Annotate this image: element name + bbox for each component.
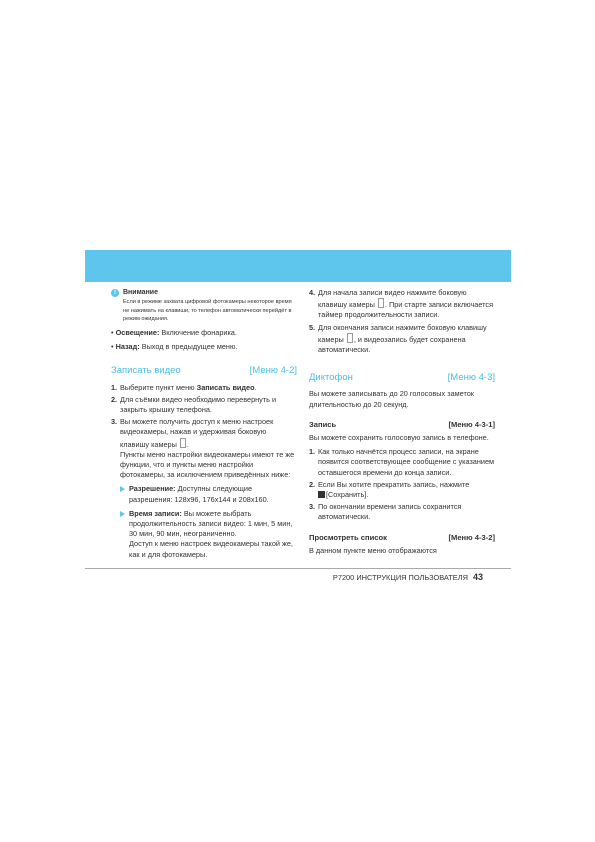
caution-note	[111, 288, 297, 324]
section-title-text: Записать видео	[111, 365, 181, 377]
bullet-text: Включение фонарика.	[159, 327, 237, 337]
footer-text: P7200 ИНСТРУКЦИЯ ПОЛЬЗОВАТЕЛЯ	[332, 573, 468, 582]
step-number: 1.	[309, 447, 316, 457]
record-intro: Вы можете сохранить голосовую запись в телефоне.	[309, 433, 489, 443]
subsection-title-record	[309, 420, 495, 430]
step-text: Для съёмки видео необходимо перевернуть и закрыть крышку телефона.	[120, 394, 277, 414]
option-label: Время записи:	[129, 508, 182, 518]
step-text: Для начала записи видео нажмите боковую клавишу камеры	[318, 288, 467, 310]
step-number: 4.	[309, 288, 316, 297]
arrow-right-icon	[120, 486, 125, 492]
arrow-right-icon	[120, 511, 125, 517]
step-text: , и видеозапись будет сохранена автоматически.	[318, 334, 466, 355]
subsection-title-view-list	[309, 533, 495, 543]
step-number: 3.	[309, 502, 316, 512]
step-item	[309, 447, 495, 478]
step-text: Если Вы хотите прекратить запись, нажмите	[318, 479, 470, 489]
step-text: Выберите пункт меню	[120, 382, 197, 392]
left-softkey-icon	[318, 491, 325, 498]
step-number: 2.	[309, 479, 316, 489]
step-text: Как только начнётся процесс записи, на экране появится соответствующее сообщение с указанием оставшегося времени до конца записи.	[318, 447, 495, 477]
step-text: Вы можете получить доступ к меню настроек видеокамеры, нажав и удерживая боковую клавишу камеры	[120, 417, 274, 449]
bullet-back: • Назад: Выход в предыдущее меню.	[111, 342, 238, 352]
step-item	[111, 395, 297, 415]
step-text: . При старте записи включается таймер продолжительности записи.	[318, 300, 494, 320]
step-bold-text: Записать видео	[196, 382, 255, 392]
subsection-title-text: Запись	[309, 419, 337, 429]
option-record-time	[120, 509, 297, 560]
section-menu-ref: [Меню 4-2]	[249, 365, 297, 377]
step-text: Для окончания записи нажмите боковую клавишу камеры	[318, 322, 487, 344]
option-label: Разрешение:	[129, 484, 176, 494]
option-text: Доступны следующие разрешения: 128x96, 176x144 и 208x160.	[129, 484, 269, 504]
step-number: 3.	[111, 417, 118, 427]
step-paragraph: Пункты меню настройки видеокамеры имеют те же функции, что и пункты меню настройки фотокамеры, за исключением приведённых ниже:	[120, 449, 295, 480]
dictaphone-intro: Вы можете записывать до 20 голосовых заметок длительностью до 20 секунд.	[309, 389, 474, 409]
section-menu-ref: [Меню 4-3]	[447, 372, 495, 384]
info-icon: !	[111, 289, 119, 297]
step-number: 5.	[309, 322, 316, 332]
right-column	[309, 288, 495, 560]
footer-divider	[85, 568, 511, 569]
step-item	[309, 323, 495, 356]
side-camera-key-icon	[378, 298, 384, 308]
step-item	[309, 480, 495, 500]
step-item: 3. Вы можете получить доступ к меню настроек видеокамеры, нажав и удерживая боковую клавишу камеры . Пункты меню настройки видеокамеры имеют те же функции, что и пункты меню настройки фотокамеры, за исключением приведённых ниже: Разрешение: Доступны следующие разрешения: 128x96, 176x144 и 208x160. Время записи: Вы можете выбрать продолжительность записи видео: 1 мин, 5 мин, 30 мин, 90 мин, неограниченно. Доступ к меню настроек видеокамеры такой же, как и для фотокамеры.	[111, 417, 297, 560]
section-title-dictaphone	[309, 373, 495, 383]
page-footer	[333, 572, 483, 582]
left-column	[111, 288, 297, 562]
subsection-menu-ref: [Меню 4-3-2]	[448, 532, 495, 542]
view-list-intro: В данном пункте меню отображаются	[309, 545, 437, 555]
step-text: [Сохранить].	[326, 490, 369, 500]
side-camera-key-icon	[347, 333, 353, 343]
subsection-title-text: Просмотреть список	[309, 532, 387, 542]
record-video-steps-cont	[309, 288, 495, 355]
record-video-steps	[111, 383, 297, 560]
bullet-label: Освещение:	[115, 327, 160, 337]
subsection-menu-ref: [Меню 4-3-1]	[448, 419, 495, 429]
option-extra-text: Доступ к меню настроек видеокамеры такой же, как и для фотокамеры.	[129, 539, 293, 559]
step-item	[309, 288, 495, 321]
option-text: Вы можете выбрать продолжительность записи видео: 1 мин, 5 мин, 30 мин, 90 мин, неограниченно.	[129, 508, 293, 539]
bullet-label: Назад:	[115, 342, 140, 352]
page-number: 43	[472, 572, 483, 582]
bullet-text: Выход в предыдущее меню.	[139, 342, 238, 352]
option-resolution	[120, 484, 297, 504]
step-text: .	[254, 382, 257, 392]
note-title: Внимание	[123, 289, 158, 296]
step-number: 2.	[111, 394, 118, 404]
section-title-record-video	[111, 366, 297, 376]
note-text: Если в режиме захвата цифровой фотокамеры некоторое время не нажимать на клавиши, то телефон автоматически перейдёт в режим ожидания.	[123, 299, 292, 323]
step-text: По окончании времени запись сохранится автоматически.	[318, 502, 462, 522]
header-banner	[85, 250, 511, 282]
step-number: 1.	[111, 382, 118, 392]
step-item	[309, 502, 495, 522]
section-title-text: Диктофон	[309, 372, 353, 384]
dictaphone-steps	[309, 447, 495, 522]
step-item	[111, 383, 297, 393]
bullet-light: • Освещение: Включение фонарика.	[111, 327, 237, 337]
side-camera-key-icon	[180, 438, 186, 448]
